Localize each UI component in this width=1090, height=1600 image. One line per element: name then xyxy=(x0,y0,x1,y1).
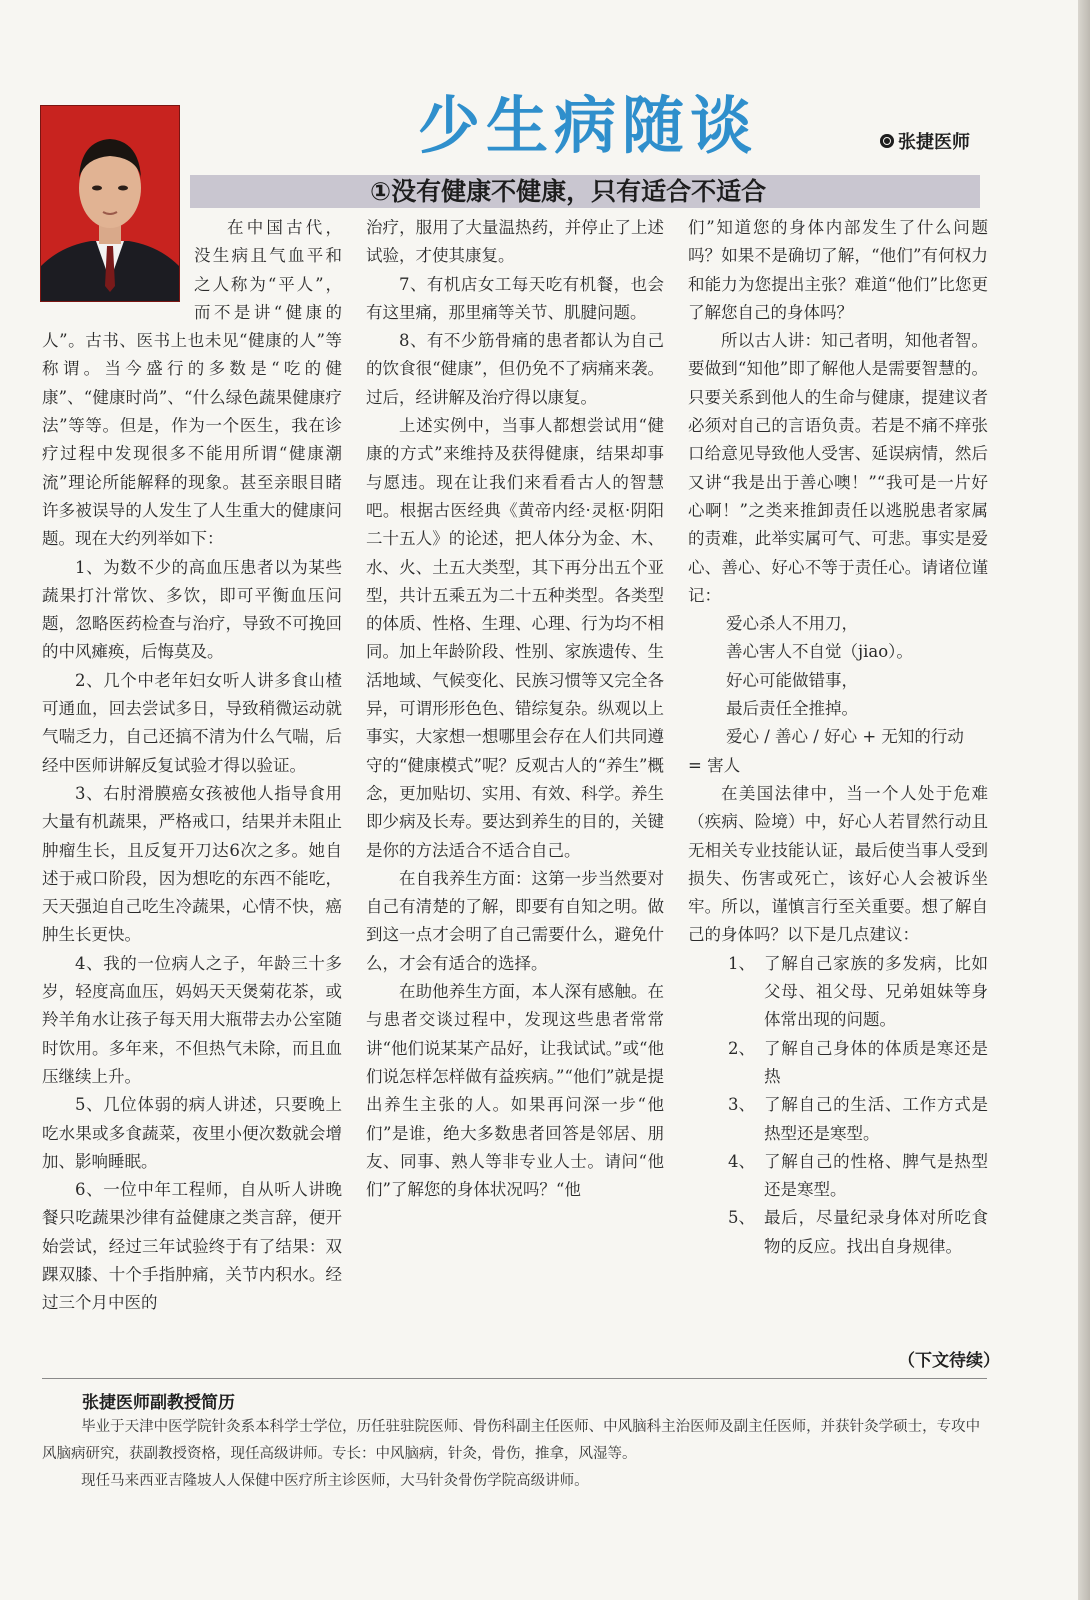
suggestion-text: 了解自己的性格、脾气是热型还是寒型。 xyxy=(764,1151,988,1200)
bio-section xyxy=(42,1414,992,1495)
suggestion-number: 4、 xyxy=(728,1151,755,1171)
suggestion-number: 3、 xyxy=(728,1095,755,1115)
suggestion-item xyxy=(688,1204,988,1261)
article-subtitle: ①没有健康不健康，只有适合不适合 xyxy=(370,177,767,206)
paragraph: 治疗，服用了大量温热药，并停止了上述试验，才使其康复。 xyxy=(366,218,664,266)
photo-wrap-space xyxy=(42,214,194,324)
formula-result: = 害人 xyxy=(688,755,741,775)
bullet-icon xyxy=(880,134,894,148)
paragraph: 5、几位体弱的病人讲述，只要晚上吃水果或多食蔬菜，夜里小便次数就会增加、影响睡眠。 xyxy=(42,1095,342,1171)
column-2 xyxy=(366,214,664,1204)
suggestion-item xyxy=(688,1148,988,1205)
paragraph: 3、右肘滑膜癌女孩被他人指导食用大量有机蔬果，严格戒口，结果并未阻止肿瘤生长，且反复开刀达6次之多。她自述于戒口阶段，因为想吃的东西不能吃，天天强迫自己吃生冷蔬果，心情不快，癌肿生长更快。 xyxy=(42,783,342,945)
author-byline xyxy=(880,128,970,154)
suggestion-text: 了解自己家族的多发病，比如父母、祖父母、兄弟姐妹等身体常出现的问题。 xyxy=(764,953,988,1030)
poem-line: 善心害人不自觉（jiao）。 xyxy=(726,642,913,662)
page-edge xyxy=(1078,0,1090,1600)
to-be-continued: （下文待续） xyxy=(898,1351,1000,1371)
divider xyxy=(42,1378,987,1379)
paragraph: 4、我的一位病人之子，年龄三十多岁，轻度高血压，妈妈天天煲菊花茶，或羚羊角水让孩子每天用大瓶带去办公室随时饮用。多年来，不但热气未除，而且血压继续上升。 xyxy=(42,953,342,1086)
suggestion-number: 2、 xyxy=(728,1038,755,1058)
paragraph: 所以古人讲：知己者明，知他者智。要做到“知他”即了解他人是需要智慧的。只要关系到他人的生命与健康，提建议者必须对自己的言语负责。若是不痛不痒张口给意见导致他人受害、延误病情，然后又讲“我是出于善心噢！”“我可是一片好心啊！”之类来推卸责任以逃脱患者家属的责难，此举实属可气、可悲。事实是爱心、善心、好心不等于责任心。请诸位谨记： xyxy=(688,331,988,605)
paragraph: 在自我养生方面：这第一步当然要对自己有清楚的了解，即要有自知之明。做到这一点才会明了自己需要什么，避免什么，才会有适合的选择。 xyxy=(366,868,664,973)
suggestion-text: 最后，尽量纪录身体对所吃食物的反应。找出自身规律。 xyxy=(764,1208,988,1256)
suggestion-text: 了解自己的生活、工作方式是热型还是寒型。 xyxy=(764,1095,988,1143)
suggestion-number: 1、 xyxy=(728,953,755,973)
paragraph: 6、一位中年工程师，自从听人讲晚餐只吃蔬果沙律有益健康之类言辞，便开始尝试，经过三年试验终于有了结果：双踝双膝、十个手指肿痛，关节内积水。经过三个月中医的 xyxy=(42,1180,342,1313)
paragraph: 们”知道您的身体内部发生了什么问题吗？如果不是确切了解，“他们”有何权力和能力为您提出主张？难道“他们”比您更了解您自己的身体吗？ xyxy=(688,218,988,322)
column-1 xyxy=(42,214,342,1318)
author-name: 张捷医师 xyxy=(898,132,970,153)
article-title: 少生病随谈 xyxy=(418,89,759,162)
suggestion-item xyxy=(688,950,988,1035)
suggestion-item xyxy=(688,1035,988,1092)
paragraph: 在助他养生方面，本人深有感触。在与患者交谈过程中，发现这些患者常常讲“他们说某某产品好，让我试试。”或“他们说怎样怎样做有益疾病。”“他们”就是提出养生主张的人。如果再问深一步“他们”是谁，绝大多数患者回答是邻居、朋友、同事、熟人等非专业人士。请问“他们”了解您的身体状况吗？“他 xyxy=(366,982,664,1200)
poem-line: 好心可能做错事， xyxy=(726,670,858,690)
suggestion-item xyxy=(688,1091,988,1148)
paragraph: 2、几个中老年妇女听人讲多食山楂可通血，回去尝试多日，导致稍微运动就气喘乏力，自己还搞不清为什么气喘，后经中医师讲解反复试验才得以验证。 xyxy=(42,670,342,775)
poem-line: 最后责任全推掉。 xyxy=(726,699,858,719)
paragraph: 8、有不少筋骨痛的患者都认为自己的饮食很“健康”，但仍免不了病痛来袭。过后，经讲解及治疗得以康复。 xyxy=(366,331,664,407)
formula-line: 爱心 / 善心 / 好心 + 无知的行动 xyxy=(726,727,964,747)
paragraph: 7、有机店女工每天吃有机餐，也会有这里痛，那里痛等关节、肌腱问题。 xyxy=(366,274,664,322)
paragraph: 在中国古代，没生病且气血平和之人称为“平人”，而不是讲“健康的人”。古书、医书上也未见“健康的人”等称谓。当今盛行的多数是“吃的健康”、“健康时尚”、“什么绿色蔬果健康疗法”等等。但是，作为一个医生，我在诊疗过程中发现很多不能用所谓“健康潮流”理论所能解释的现象。甚至亲眼目睹许多被误导的人发生了人生重大的健康问题。现在大约列举如下： xyxy=(42,218,342,549)
bio-heading: 张捷医师副教授简历 xyxy=(82,1393,235,1413)
bio-text: 现任马来西亚吉隆坡人人保健中医疗所主诊医师，大马针灸骨伤学院高级讲师。 xyxy=(81,1473,589,1489)
paragraph: 1、为数不少的高血压患者以为某些蔬果打汁常饮、多饮，即可平衡血压问题，忽略医药检查与治疗，导致不可挽回的中风瘫痪，后悔莫及。 xyxy=(42,557,342,662)
paragraph: 上述实例中，当事人都想尝试用“健康的方式”来维持及获得健康，结果却事与愿违。现在让我们来看看古人的智慧吧。根据古医经典《黄帝内经·灵枢·阴阳二十五人》的论述，把人体分为金、木、水、火、土五大类型，其下再分出五个亚型，共计五乘五为二十五种类型。各类型的体质、性格、生理、心理、行为均不相同。加上年龄阶段、性别、家族遗传、生活地域、气候变化、民族习惯等又完全各异，可谓形形色色、错综复杂。纵观以上事实，大家想一想哪里会存在人们共同遵守的“健康模式”呢？反观古人的“养生”概念，更加贴切、实用、有效、科学。养生即少病及长寿。要达到养生的目的，关键是你的方法适合不适合自己。 xyxy=(366,416,664,860)
bio-text: 毕业于天津中医学院针灸系本科学士学位，历任驻驻院医师、骨伤科副主任医师、中风脑科主治医师及副主任医师，并获针灸学硕士，专攻中风脑病研究，获副教授资格，现任高级讲师。专长：中风脑病，针灸，骨伤，推拿，风湿等。 xyxy=(42,1419,981,1462)
poem-line: 爱心杀人不用刀， xyxy=(726,614,858,634)
suggestion-number: 5、 xyxy=(728,1208,755,1228)
suggestion-text: 了解自己身体的体质是寒还是热 xyxy=(764,1038,988,1086)
column-3 xyxy=(688,214,988,1261)
paragraph: 在美国法律中，当一个人处于危难（疾病、险境）中，好心人若冒然行动且无相关专业技能认证，最后使当事人受到损失、伤害或死亡，该好心人会被诉坐牢。所以，谨慎言行至关重要。想了解自己的身体吗？以下是几点建议： xyxy=(688,783,988,945)
